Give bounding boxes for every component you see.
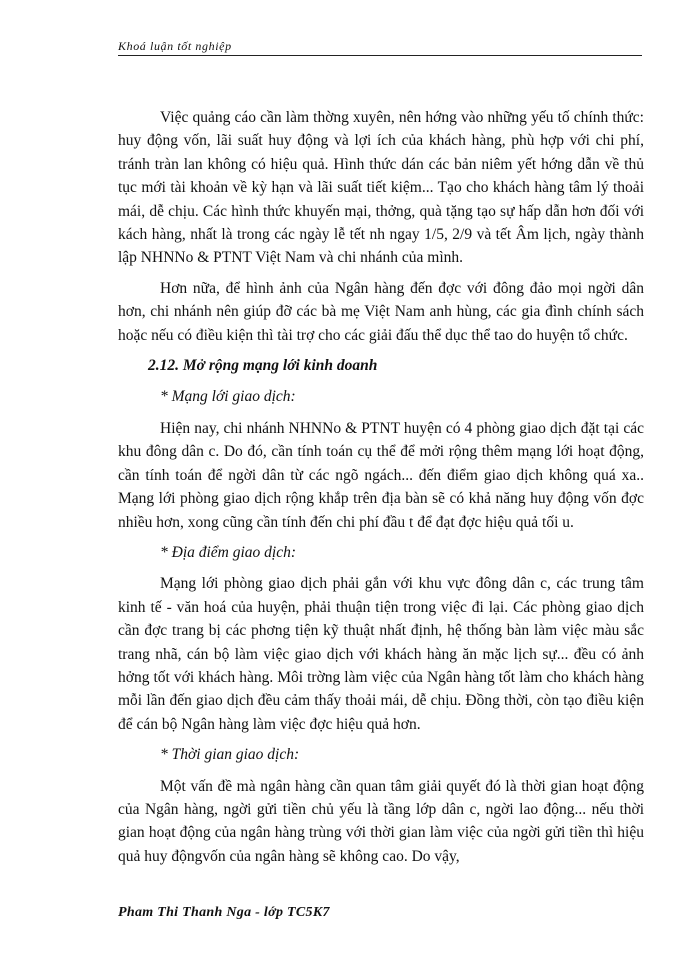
page-body [118, 106, 644, 875]
subheading-location: * Địa điểm giao dịch: [160, 543, 297, 561]
paragraph-network: Hiện nay, chi nhánh NHNNo & PTNT huyện có 4 phòng giao dịch đặt tại các khu đông dân c. Do đó, cần tính toán cụ thể để mởi rộng thêm mạng lới hoạt động, cần tính toán để ngời dân từ các ngõ ngách... đến điểm giao dịch không quá xa.. Mạng lới phòng giao dịch rộng khắp trên địa bàn sẽ có khả năng huy động vốn đợc nhiều hơn, xong cũng cần tính đến chi phí đầu t để đạt đợc hiệu quả tối u. [118, 419, 644, 531]
paragraph-time: Một vấn đề mà ngân hàng cần quan tâm giải quyết đó là thời gian hoạt động của Ngân hàng, ngời gửi tiền chủ yếu là tầng lớp dân c, ngời lao động... nếu thời gian hoạt động của ngân hàng trùng với thời gian làm việc của ngời gửi tiền thì hiệu quả huy độngvốn của ngân hàng sẽ không cao. Do vậy, [118, 777, 644, 865]
page-header: Khoá luận tốt nghiệp [118, 39, 232, 53]
subheading-network: * Mạng lới giao dịch: [160, 388, 296, 406]
section-heading: 2.12. Mở rộng mạng lới kinh doanh [148, 357, 378, 375]
subheading-time: * Thời gian giao dịch: [160, 746, 300, 764]
paragraph-bank-image: Hơn nữa, để hình ảnh của Ngân hàng đến đợc với đông đảo mọi ngời dân hơn, chi nhánh nên giúp đỡ các bà mẹ Việt Nam anh hùng, các gia đình chính sách hoặc nếu có điều kiện thì tài trợ cho các giải đấu thể dục thể tao do huyện tổ chức. [118, 279, 644, 344]
paragraph-advertising: Việc quảng cáo cần làm thờng xuyên, nên hớng vào những yếu tố chính thức: huy động vốn, lãi suất huy động và lợi ích của khách hàng, phù hợp với chi phí, tránh tràn lan không có hiệu quả. Hình thức dán các bản niêm yết hớng dẫn về thủ tục mới tài khoản về kỳ hạn và lãi suất tiết kiệm... Tạo cho khách hàng tâm lý thoải mái, dễ chịu. Các hình thức khuyến mại, thởng, quà tặng tạo sự hấp dẫn hơn đối với kách hàng, nhất là trong các ngày lễ tết nh ngay 1/5, 2/9 và tết Âm lịch, ngày thành lập NHNNo & PTNT Việt Nam và chi nhánh của mình. [118, 109, 644, 267]
header-rule [118, 55, 642, 56]
page-footer: Pham Thi Thanh Nga - lớp TC5K7 [118, 905, 330, 920]
paragraph-location: Mạng lới phòng giao dịch phải gắn với khu vực đông dân c, các trung tâm kinh tế - văn hoá của huyện, phải thuận tiện trong việc đi lại. Các phòng giao dịch cần đợc trang bị các phơng tiện kỹ thuật nhất định, hệ thống bàn làm việc màu sắc trang nhã, cán bộ làm việc giao dịch với khách hàng ăn mặc lịch sự... đều có ảnh hởng tốt với khách hàng. Môi trờng làm việc của Ngân hàng tốt làm cho khách hàng mỗi lần đến giao dịch đều cảm thấy thoải mái, dễ chịu. Đồng thời, còn tạo điều kiện để cán bộ Ngân hàng làm việc đợc hiệu quả hơn. [118, 575, 644, 733]
